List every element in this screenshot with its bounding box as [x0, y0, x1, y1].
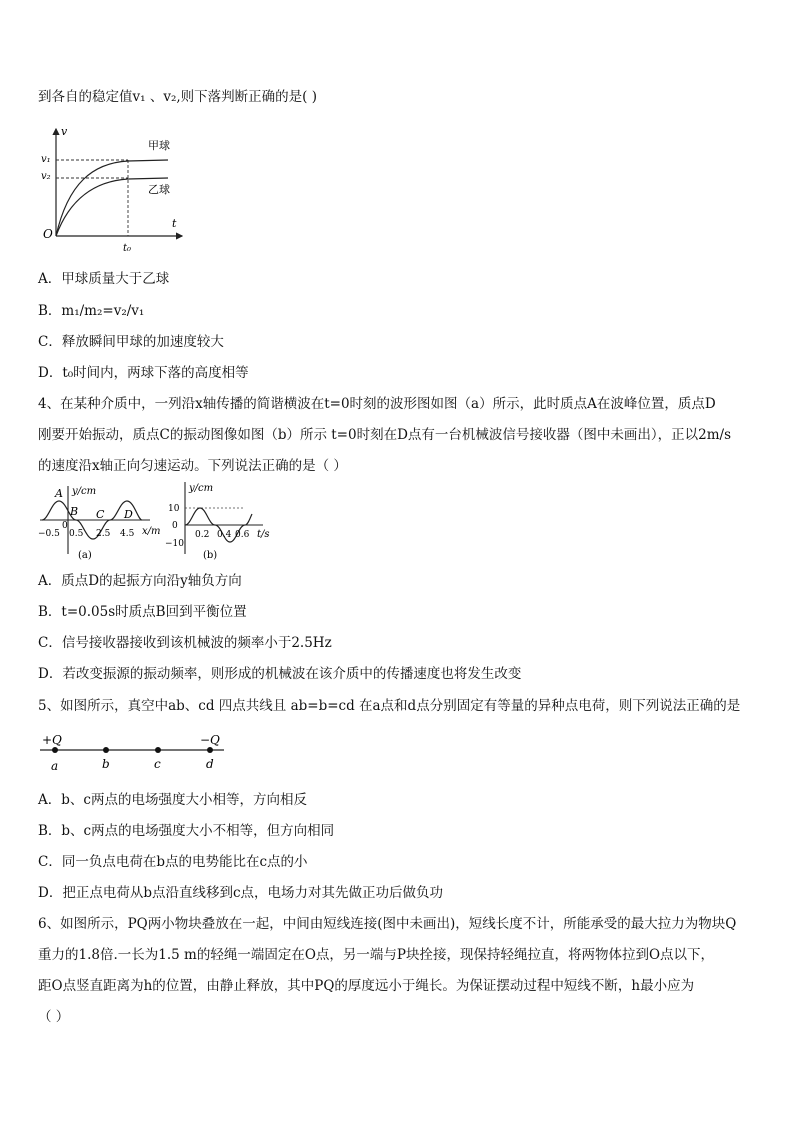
q4-option-a: A．质点D的起振方向沿y轴负方向 — [38, 573, 242, 589]
question-6-line-3: 距O点竖直距离为h的位置，由静止释放，其中PQ的厚度远小于绳长。为保证摆动过程中短线不断，h最小应为 — [38, 978, 695, 994]
question-6-line-4: （ ） — [38, 1009, 70, 1025]
question-4-line-1: 4、在某种介质中，一列沿x轴传播的简谐横波在t=0时刻的波形图如图（a）所示，此时质点A在波峰位置，质点D — [38, 396, 716, 412]
y-tick-0: 0 — [172, 521, 178, 531]
q3-option-b: B．m₁/m₂=v₂/v₁ — [38, 303, 145, 319]
question-5-stem: 5、如图所示，真空中ab、cd 四点共线且 ab=b=cd 在a点和d点分别固定有等量的异种点电荷，则下列说法正确的是 — [38, 698, 741, 714]
question-4-line-2: 刚要开始振动，质点C的振动图像如图（b）所示 t=0时刻在D点有一台机械波信号接收器（图中未画出），正以2m/s — [38, 427, 732, 443]
question-6-line-1: 6、如图所示，PQ两小物块叠放在一起，中间由短线连接(图中未画出)，短线长度不计，所能承受的最大拉力为物块Q — [38, 916, 737, 932]
wave-a-y-label: y/cm — [72, 486, 97, 497]
q5-option-b: B．b、c两点的电场强度大小不相等，但方向相同 — [38, 823, 335, 839]
wave-b-caption: (b) — [203, 550, 218, 561]
t0-label: t₀ — [123, 243, 132, 254]
tick-4-5: 4.5 — [120, 529, 135, 539]
tick-0: 0 — [62, 521, 68, 531]
q3-option-c: C．释放瞬间甲球的加速度较大 — [38, 334, 224, 350]
q5-option-c: C．同一负点电荷在b点的电势能比在c点的小 — [38, 854, 308, 870]
question-4-line-3: 的速度沿x轴正向匀速运动。下列说法正确的是（ ） — [38, 458, 347, 474]
velocity-time-graph — [38, 123, 188, 255]
point-b-text: b — [102, 757, 110, 771]
tick-neg-0-5: −0.5 — [38, 529, 60, 539]
tick-0-5: 0.5 — [69, 529, 84, 539]
point-b-dot — [103, 747, 109, 753]
wave-a-caption: (a) — [78, 550, 92, 561]
x-tick-0-2: 0.2 — [195, 530, 210, 540]
wave-graph-a — [38, 484, 163, 564]
q4-option-b: B．t=0.05s时质点B回到平衡位置 — [38, 604, 247, 620]
vibration-graph-b — [165, 480, 280, 564]
q4-option-c: C．信号接收器接收到该机械波的频率小于2.5Hz — [38, 635, 332, 651]
minus-q-label: −Q — [200, 733, 220, 747]
q4-option-d: D．若改变振源的振动频率，则形成的机械波在该介质中的传播速度也将发生改变 — [38, 666, 522, 682]
point-a-label: A — [55, 487, 63, 500]
q5-option-d: D．把正点电荷从b点沿直线移到c点，电场力对其先做正功后做负功 — [38, 885, 444, 901]
curve-jia-label: 甲球 — [148, 139, 170, 152]
curve-yi-label: 乙球 — [148, 183, 170, 196]
q3-option-d: D．t₀时间内，两球下落的高度相等 — [38, 365, 249, 381]
origin-label: O — [43, 227, 53, 241]
point-a-dot — [52, 747, 58, 753]
tick-2-5: 2.5 — [96, 529, 111, 539]
wave-a-x-label: x/m — [142, 526, 161, 537]
question-3-stem: 到各自的稳定值v₁ 、v₂,则下落判断正确的是( ) — [38, 89, 317, 105]
q3-option-a: A．甲球质量大于乙球 — [38, 271, 170, 287]
y-tick-neg-10: −10 — [165, 539, 184, 549]
point-d-dot — [207, 747, 213, 753]
wave-b-x-label: t/s — [257, 529, 270, 540]
point-d-label: D — [124, 508, 133, 521]
t-axis-label: t — [172, 217, 177, 230]
point-c-label: C — [96, 508, 105, 521]
v1-label: v₁ — [41, 154, 51, 165]
point-d-text: d — [206, 757, 214, 771]
v2-label: v₂ — [41, 171, 51, 182]
wave-b-y-label: y/cm — [189, 483, 214, 494]
q5-option-a: A．b、c两点的电场强度大小相等，方向相反 — [38, 792, 307, 808]
point-a-text: a — [51, 759, 59, 773]
x-tick-0-6: 0.6 — [235, 530, 250, 540]
y-tick-10: 10 — [168, 504, 180, 514]
curve-jia — [56, 160, 168, 236]
plus-q-label: +Q — [42, 733, 62, 747]
charge-line-figure — [38, 728, 238, 776]
point-b-label: B — [70, 505, 79, 518]
v-axis-label: v — [61, 125, 68, 138]
point-c-dot — [155, 747, 161, 753]
x-tick-0-4: 0.4 — [217, 530, 232, 540]
question-6-line-2: 重力的1.8倍.一长为1.5 m的轻绳一端固定在O点，另一端与P块拴接，现保持轻绳拉直，将两物体拉到O点以下， — [38, 947, 715, 963]
point-c-text: c — [154, 757, 161, 771]
